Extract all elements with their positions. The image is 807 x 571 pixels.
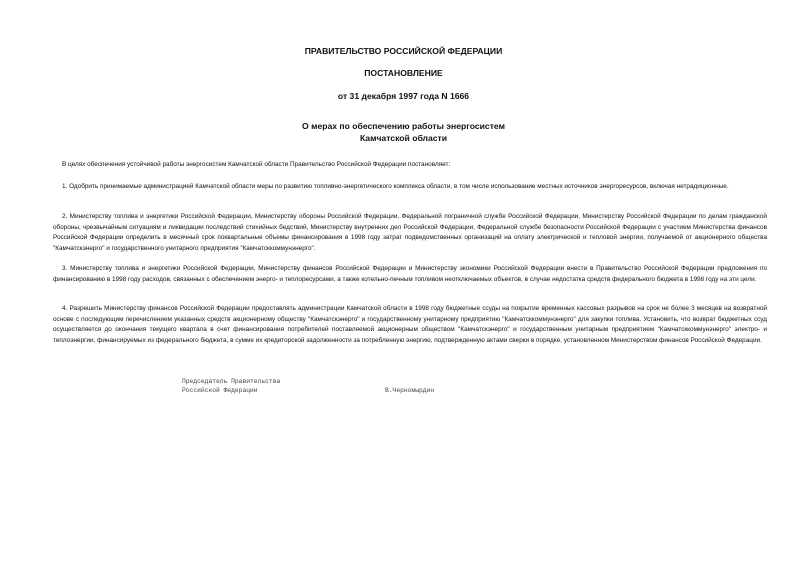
signatory-position — [182, 377, 280, 395]
paragraph-3: 3. Министерству топлива и энергетики Российской Федерации, Министерству финансов Российской Федерации и Министерству экономики Российской Федерации внести в Правительство Российской Федерации предложения по финансированию в 1998 году расходов, связанных с обеспечением энерго- и теплоресурсами, а также котельно-печным топливом неотключаемых объектов, в случае недостатка средств федерального бюджета в 1998 году на эти цели. — [53, 265, 767, 283]
intro-paragraph: В целях обеспечения устойчивой работы энергосистем Камчатской области Правительство Российской Федерации постановляет: — [62, 161, 451, 168]
document-date-number: от 31 декабря 1997 года N 1666 — [337, 91, 470, 101]
document-title-line1: О мерах по обеспечению работы энергосистем — [302, 121, 505, 131]
signatory-position-line2: Российской Федерации — [182, 387, 258, 394]
document-title-line2: Камчатской области — [359, 133, 448, 143]
signatory-position-line1: Председатель Правительства — [182, 378, 281, 385]
document-type: ПОСТАНОВЛЕНИЕ — [364, 68, 443, 78]
paragraph-4: 4. Разрешить Министерству финансов Российской Федерации предоставлять администрации Камчатской области в 1998 году бюджетные ссуды на покрытие временных кассовых разрывов на срок не более 3 месяцев на возвратной основе с последующим перечислением указанных средств акционерному обществу "Камчатскэнерго" и государственному унитарному предприятию "Камчатсккоммунэнерго" для закупки топлива. Установить, что возврат бюджетных ссуд осуществляется до окончания текущего квартала в счет финансирования потребителей поставляемой акционерным обществом "Камчатскэнерго" и государственным унитарным предприятием "Камчатсккоммунэнерго" электро- и теплоэнергии, финансируемых из федерального бюджета, в сумме их кредиторской задолженности за потребленную энергию, подтвержденную актами сверки в порядке, установленном Министерством финансов Российской Федерации. — [53, 305, 767, 344]
paragraph-2: 2. Министерству топлива и энергетики Российской Федерации, Министерству обороны Российской Федерации, Федеральной пограничной службе Российской Федерации, Министерству Российской Федерации по делам гражданской обороны, чрезвычайным ситуациям и ликвидации последствий стихийных бедствий, Министерству внутренних дел Российской Федерации, Федеральной службе безопасности Российской Федерации с участием Министерства финансов Российской Федерации определить в месячный срок поквартальные объемы финансирования в 1998 году затрат подведомственных организаций на оплату электрической и тепловой энергии, получаемой от акционерного общества "Камчатскэнерго" и государственного унитарного предприятия "Камчатсккоммунэнерго". — [53, 213, 767, 252]
paragraph-1: 1. Одобрить принимаемые администрацией Камчатской области меры по развитию топливно-энергетического комплекса области, в том числе использование местных источников энергоресурсов, включая нетрадиционные. — [62, 183, 729, 190]
issuing-authority: ПРАВИТЕЛЬСТВО РОССИЙСКОЙ ФЕДЕРАЦИИ — [304, 46, 503, 56]
signatory-name: В.Черномырдин — [385, 387, 435, 394]
